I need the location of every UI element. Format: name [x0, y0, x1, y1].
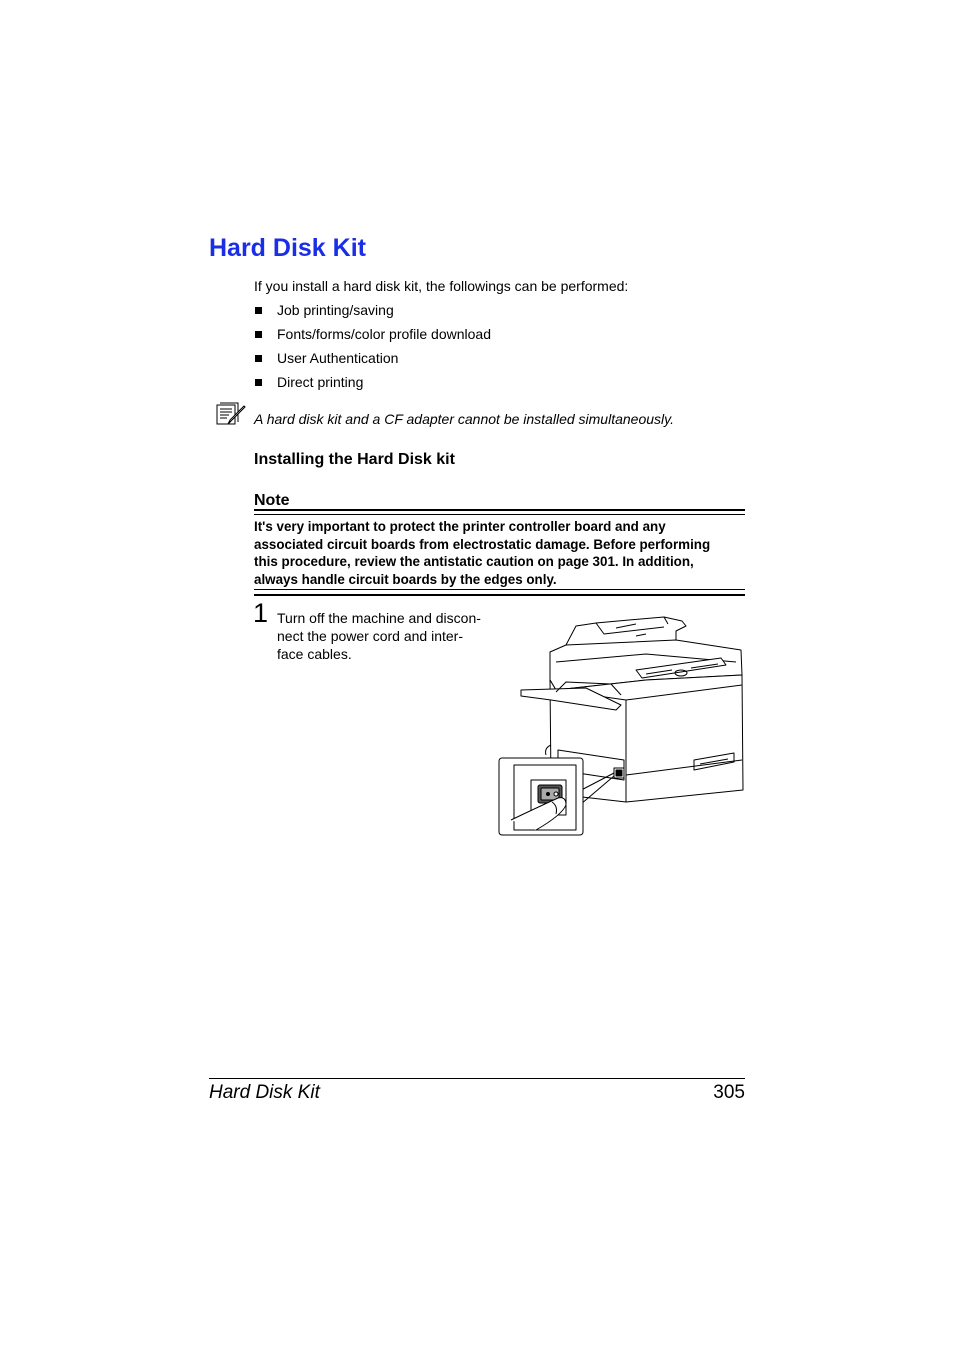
- bullet-square-icon: [255, 379, 262, 386]
- memo-text: A hard disk kit and a CF adapter cannot be installed simultaneously.: [254, 411, 674, 427]
- step-number: 1: [253, 598, 269, 628]
- section-subheading: Installing the Hard Disk kit: [254, 451, 455, 468]
- step-line: nect the power cord and inter-: [277, 628, 463, 644]
- list-item-label: User Authentication: [277, 350, 399, 366]
- note-label: Note: [254, 492, 290, 509]
- list-item-label: Job printing/saving: [277, 302, 394, 318]
- note-top-rule-thin: [254, 514, 745, 515]
- step-line: face cables.: [277, 646, 352, 662]
- bullet-square-icon: [255, 355, 262, 362]
- intro-text: If you install a hard disk kit, the followings can be performed:: [254, 278, 629, 294]
- note-line: always handle circuit boards by the edges only.: [254, 571, 557, 587]
- step-line: Turn off the machine and discon-: [277, 610, 481, 626]
- bullet-square-icon: [255, 307, 262, 314]
- note-line: associated circuit boards from electrostatic damage. Before performing: [254, 536, 711, 552]
- bullet-square-icon: [255, 331, 262, 338]
- step-instruction: [277, 609, 481, 663]
- note-top-rule: [254, 509, 745, 511]
- note-line: It's very important to protect the printer controller board and any: [254, 519, 666, 534]
- printer-power-switch-illustration: [496, 610, 748, 840]
- memo-pencil-icon: [215, 402, 247, 428]
- footer-rule: [209, 1078, 745, 1079]
- note-bottom-rule: [254, 594, 745, 596]
- note-bottom-rule-thin: [254, 589, 745, 590]
- note-line: this procedure, review the antistatic caution on page 301. In addition,: [254, 554, 694, 570]
- list-item-label: Fonts/forms/color profile download: [277, 326, 491, 342]
- footer-page-number: 305: [713, 1082, 745, 1103]
- page-title: Hard Disk Kit: [209, 234, 366, 262]
- footer-section-title: Hard Disk Kit: [209, 1082, 320, 1103]
- list-item-label: Direct printing: [277, 374, 364, 390]
- note-body: [254, 518, 745, 588]
